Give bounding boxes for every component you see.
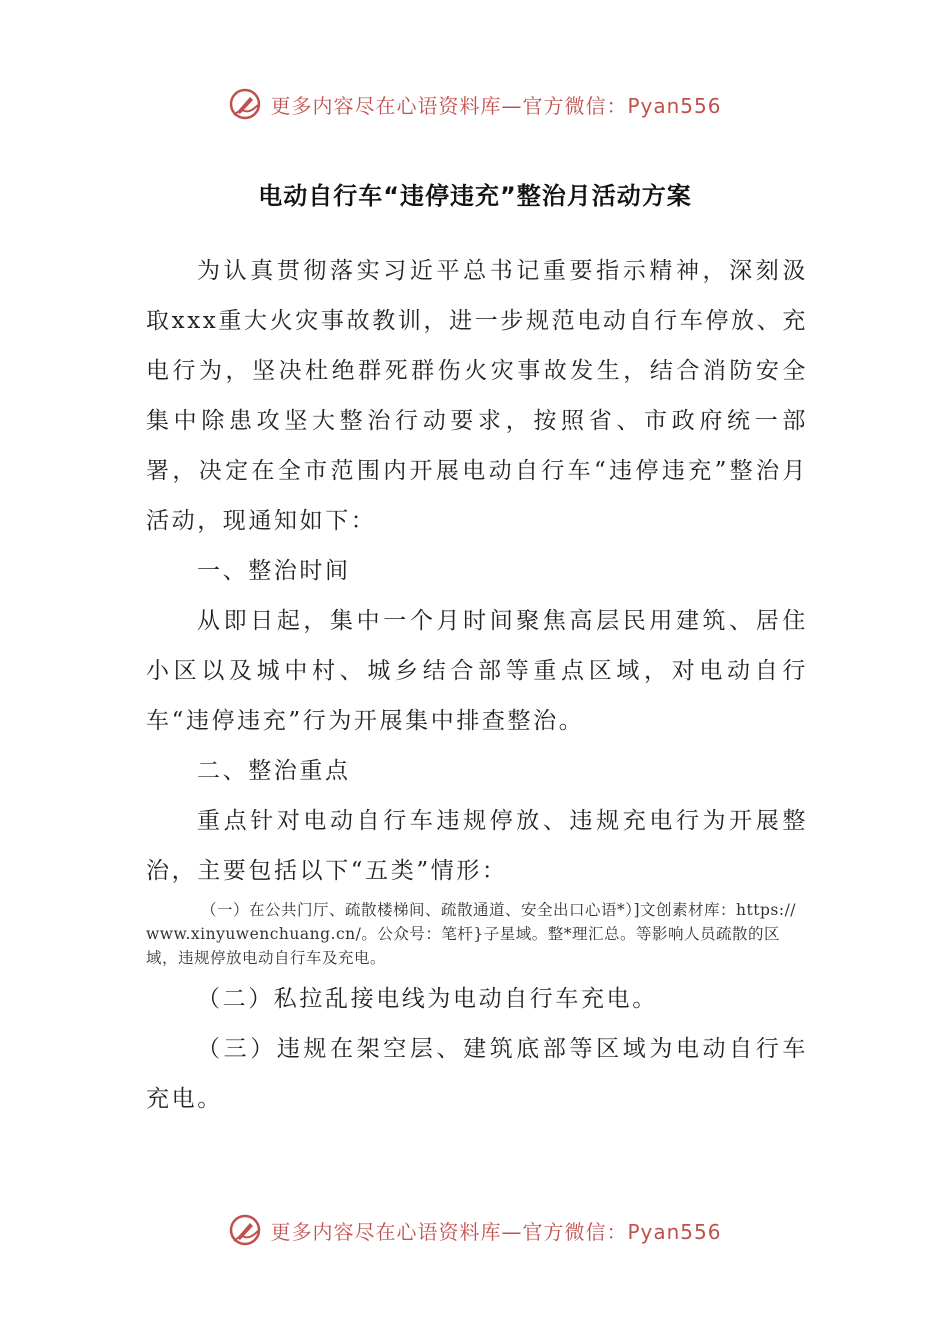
section1-heading: 一、整治时间 [197,558,351,584]
item2-paragraph: （二）私拉乱接电线为电动自行车充电。 [197,986,658,1012]
document-title: 电动自行车“违停违充”整治月活动方案 [258,182,692,210]
intro-paragraph: 为认真贯彻落实习近平总书记重要指示精神，深刻汲取xxx重大火灾事故教训，进一步规范电动自行车停放、充电行为，坚决杜绝群死群伤火灾事故发生，结合消防安全集中除患攻坚大整治行动要求，按照省、市政府统一部署，决定在全市范围内开展电动自行车“违停违充”整治月活动，现通知如下： [146,258,808,534]
header-banner [0,84,950,124]
pen-logo-icon [228,1213,262,1247]
header-banner-text: 更多内容尽在心语资料库—官方微信：Pyan556 [270,93,722,118]
section2-heading: 二、整治重点 [197,758,351,784]
item1-note: （一）在公共门厅、疏散楼梯间、疏散通道、安全出口心语*）]文创素材库：https://www.xinyuwenchuang.cn/。公众号：笔杆}子星域。整*理汇总。等影响人员疏散的区域，违规停放电动自行车及充电。 [146,901,797,967]
pen-logo-icon [228,87,262,121]
footer-banner-text: 更多内容尽在心语资料库—官方微信：Pyan556 [270,1219,722,1244]
item3-paragraph: （三）违规在架空层、建筑底部等区域为电动自行车充电。 [146,1036,808,1112]
section2-paragraph: 重点针对电动自行车违规停放、违规充电行为开展整治，主要包括以下“五类”情形： [146,808,808,884]
document-body [146,246,808,1124]
section1-paragraph: 从即日起，集中一个月时间聚焦高层民用建筑、居住小区以及城中村、城乡结合部等重点区域，对电动自行车“违停违充”行为开展集中排查整治。 [146,608,808,734]
footer-banner [0,1210,950,1250]
